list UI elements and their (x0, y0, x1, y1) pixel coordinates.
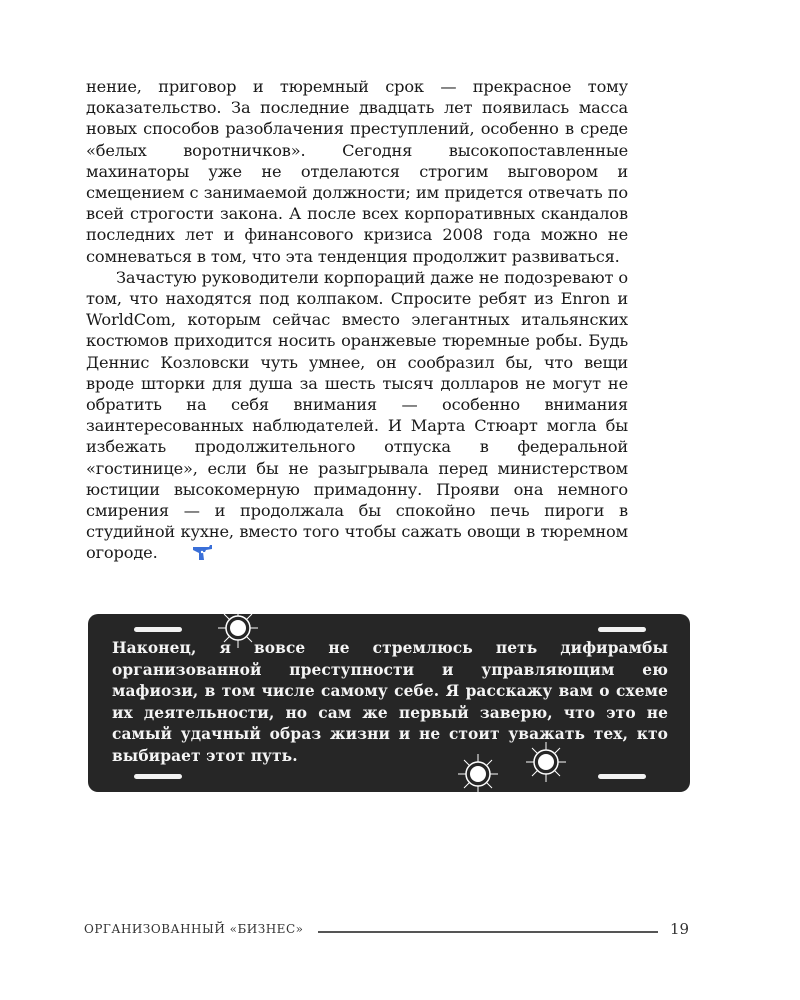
callout-text: Наконец, я вовсе не стремлюсь петь дифирамбы организованной преступности и управляющим ею мафиози, в том числе самому себе. Я расскажу вам о схеме их деятельности, но сам же первый заверю, что это не самый удачный образ жизни и не стоит уважать тех, кто выбирает этот путь. (112, 639, 668, 765)
paragraph: нение, приговор и тюремный срок — прекрасное тому доказательство. За последние двадцать лет появилась масса новых способов разоблачения преступлений, особенно в среде «белых воротничков». Сегодня высокопоставленные махинаторы уже не отделаются строгим выговором и смещением с занимаемой должности; им придется отвечать по всей строгости закона. А после всех корпоративных скандалов последних лет и финансового кризиса 2008 года можно не сомневаться в том, что эта тенденция продолжит развиваться. (86, 77, 628, 266)
page-number: 19 (670, 920, 690, 938)
main-text (86, 76, 628, 568)
decorative-dash (134, 774, 182, 779)
decorative-dash (134, 627, 182, 632)
callout-box (88, 614, 690, 792)
running-title: ОРГАНИЗОВАННЫЙ «БИЗНЕС» (84, 922, 304, 936)
decorative-dash (598, 774, 646, 779)
decorative-dash (598, 627, 646, 632)
paragraph (86, 267, 628, 568)
pistol-icon (162, 544, 214, 567)
paragraph-text: Зачастую руководители корпораций даже не подозревают о том, что находятся под колпаком. Спросите ребят из Enron и WorldCom, которым сейчас вместо элегантных итальянских костюмов приходится носить оранжевые тюремные робы. Будь Деннис Козловски чуть умнее, он сообразил бы, что вещи вроде шторки для душа за шесть тысяч долларов не могут не обратить на себя внимания — особенно внимания заинтересованных наблюдателей. И Марта Стюарт могла бы избежать продолжительного отпуска в федеральной «гостинице», если бы не разыгрывала перед министерством юстиции высокомерную примадонну. Прояви она немного смирения — и продолжала бы спокойно печь пироги в студийной кухне, вместо того чтобы сажать овощи в тюремном огороде. (86, 267, 628, 563)
footer-divider (318, 931, 658, 933)
